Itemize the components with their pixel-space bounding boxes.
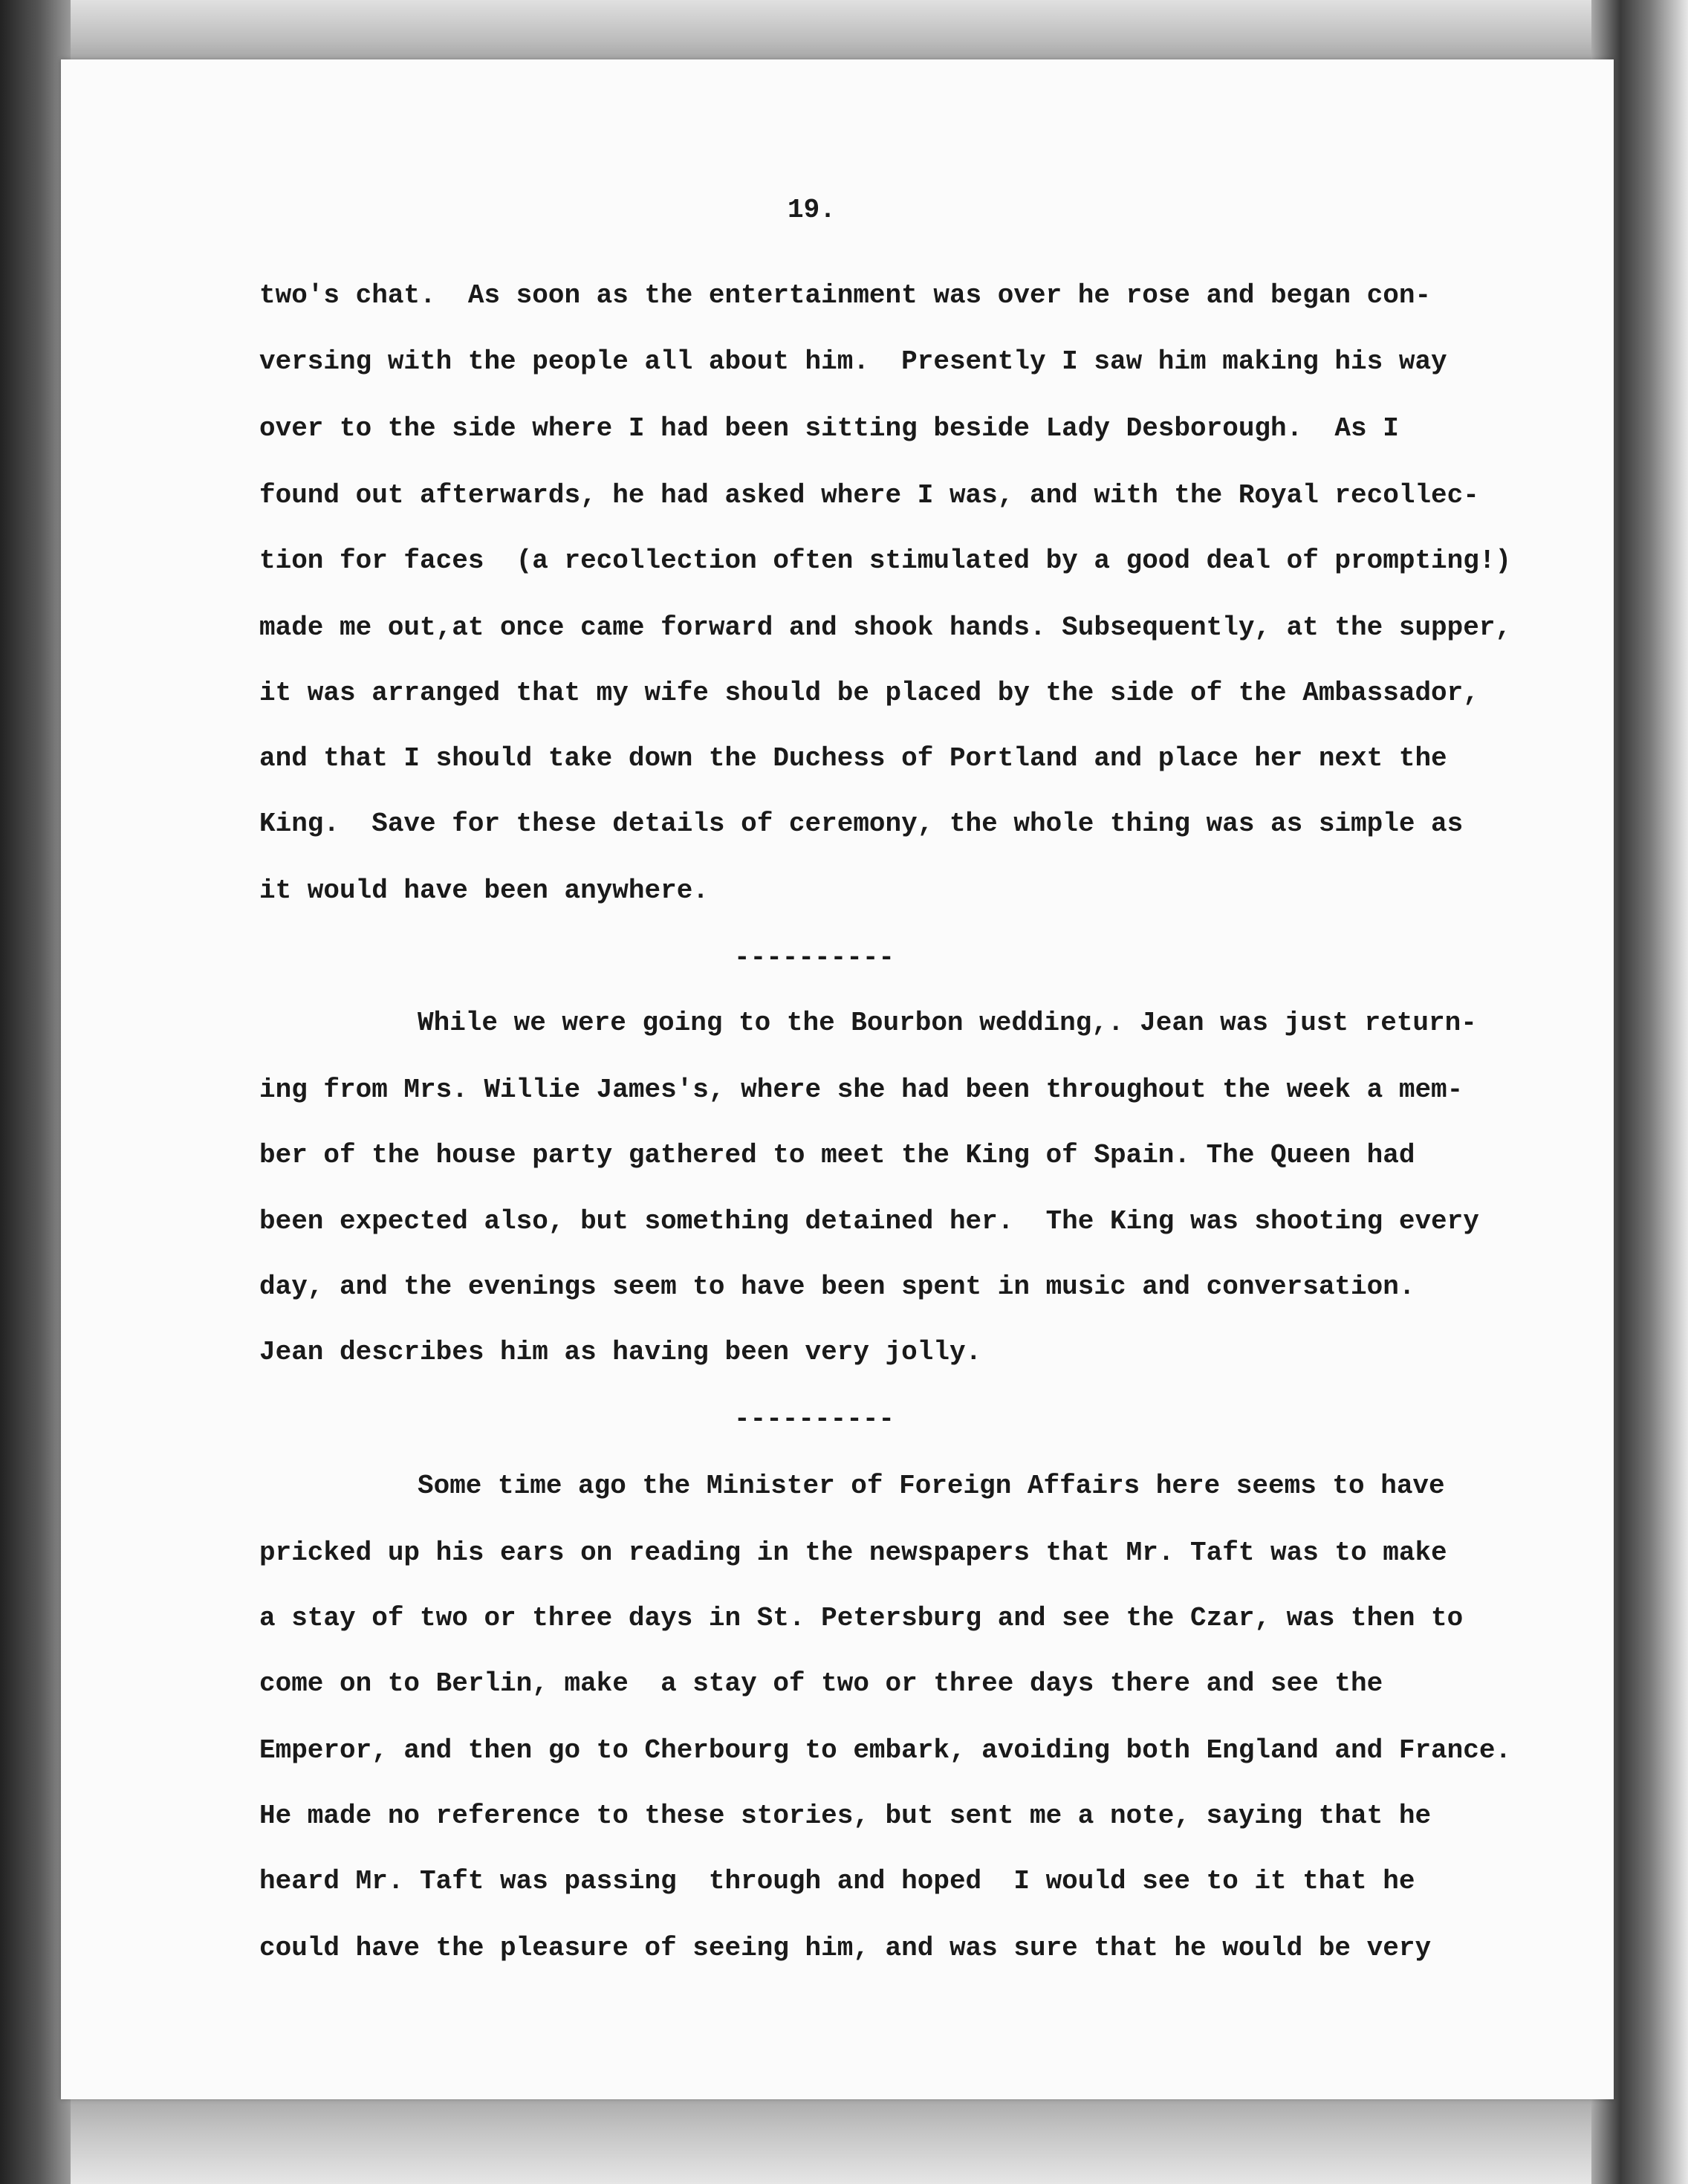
text-line: made me out,at once came forward and shook hands. Subsequently, at the supper, [259,612,1512,643]
section-divider: ---------- [734,1404,895,1434]
text-line: come on to Berlin, make a stay of two or three days there and see the [259,1668,1383,1699]
text-line: found out afterwards, he had asked where I was, and with the Royal recollec- [259,480,1479,511]
text-line: Some time ago the Minister of Foreign Affairs here seems to have [418,1471,1445,1501]
text-line: could have the pleasure of seeing him, and was sure that he would be very [259,1933,1432,1963]
text-line: King. Save for these details of ceremony, the whole thing was as simple as [259,809,1464,839]
text-line: Jean describes him as having been very jolly. [259,1337,982,1367]
text-line: been expected also, but something detained her. The King was shooting every [259,1206,1479,1237]
text-line: ber of the house party gathered to meet the King of Spain. The Queen had [259,1140,1415,1170]
text-line: versing with the people all about him. Presently I saw him making his way [259,346,1447,377]
section-divider: ---------- [734,942,895,973]
text-line: pricked up his ears on reading in the newspapers that Mr. Taft was to make [259,1537,1447,1568]
scan-background-left [0,0,71,2184]
text-line: Emperor, and then go to Cherbourg to embark, avoiding both England and France. [259,1735,1512,1766]
text-line: and that I should take down the Duchess of Portland and place her next the [259,743,1447,774]
scan-background-top [0,0,1688,67]
text-line: two's chat. As soon as the entertainment was over he rose and began con- [259,280,1432,311]
page-number: 19. [788,195,836,225]
text-line: ing from Mrs. Willie James's, where she had been throughout the week a mem- [259,1075,1464,1105]
text-line: it would have been anywhere. [259,875,709,906]
text-line: While we were going to the Bourbon wedding,. Jean was just return- [418,1008,1477,1038]
text-line: tion for faces (a recollection often stimulated by a good deal of prompting!) [259,545,1512,576]
text-line: heard Mr. Taft was passing through and hoped I would see to it that he [259,1866,1415,1896]
text-line: it was arranged that my wife should be placed by the side of the Ambassador, [259,678,1479,708]
text-line: He made no reference to these stories, but sent me a note, saying that he [259,1801,1432,1831]
text-line: day, and the evenings seem to have been spent in music and conversation. [259,1271,1415,1302]
scan-background-bottom [0,2095,1688,2184]
text-line: over to the side where I had been sitting beside Lady Desborough. As I [259,413,1399,444]
text-line: a stay of two or three days in St. Petersburg and see the Czar, was then to [259,1603,1464,1633]
